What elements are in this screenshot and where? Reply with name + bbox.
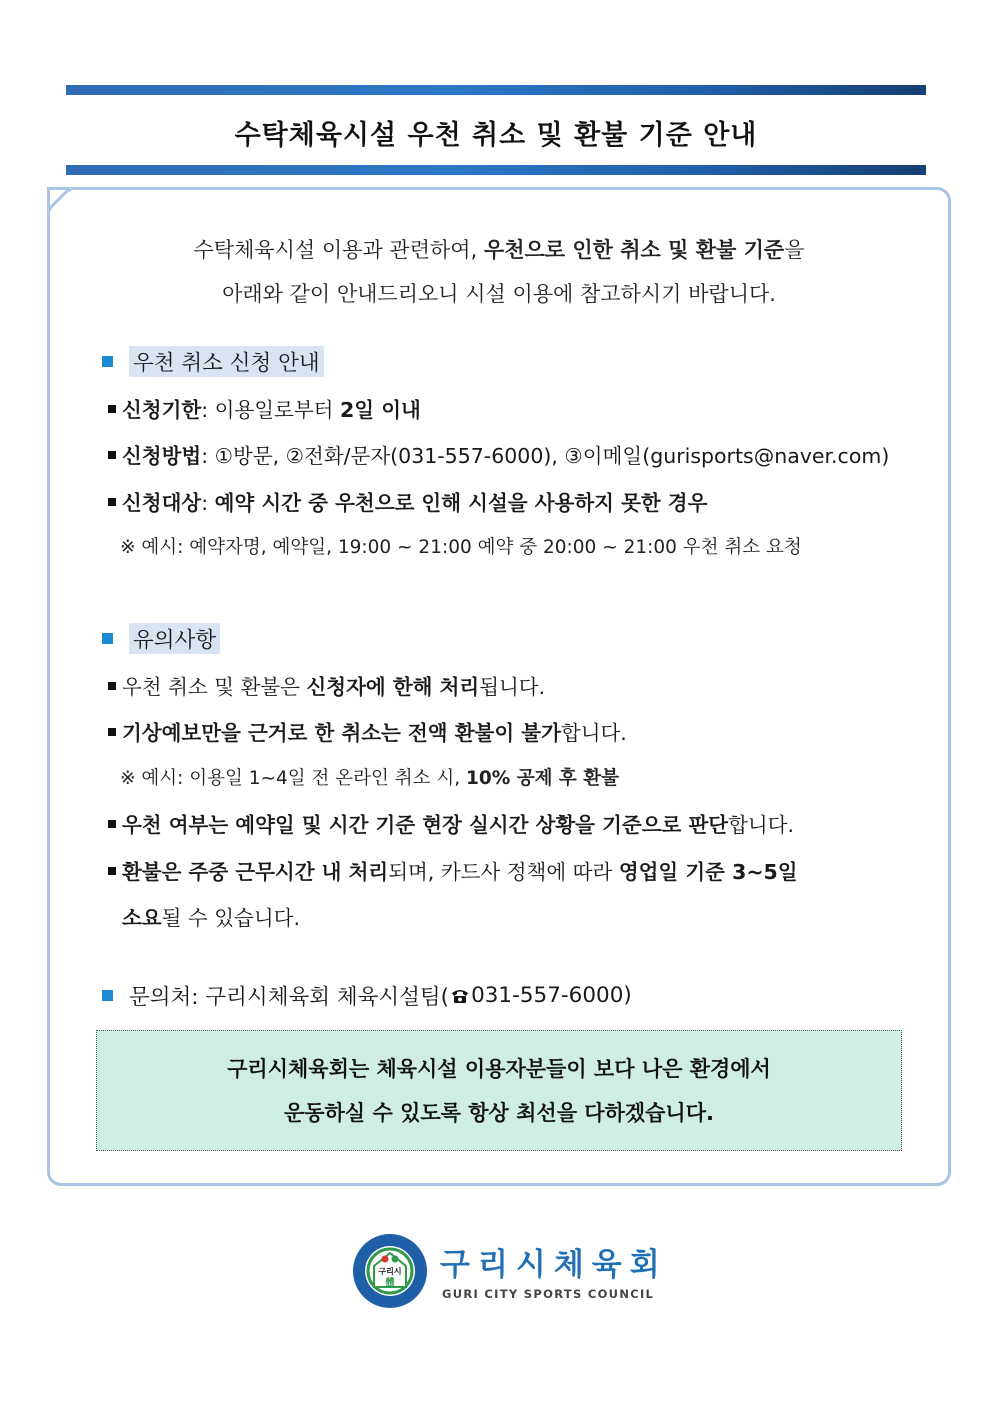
intro-text bbox=[50, 228, 948, 316]
deadline-text: : 이용일로부터 bbox=[201, 398, 340, 422]
logo-name: 구리시체육회 bbox=[440, 1247, 668, 1283]
closing-line-2: 운동하실 수 있도록 항상 최선을 다하겠습니다. bbox=[284, 1100, 714, 1125]
notice-panel bbox=[47, 187, 951, 1186]
note-4-bold-2: 영업일 기준 3~5일 bbox=[618, 860, 798, 884]
page-title: 수탁체육시설 우천 취소 및 환불 기준 안내 bbox=[234, 119, 758, 151]
note-3-bold: 우천 여부는 예약일 및 시간 기준 현장 실시간 상황을 기준으로 판단 bbox=[122, 813, 729, 837]
note-3-post: 합니다. bbox=[728, 813, 794, 837]
deadline-label: 신청기한 bbox=[122, 398, 202, 422]
bullet-icon bbox=[108, 498, 116, 506]
example-note-refund bbox=[120, 764, 619, 794]
note-4-cont-bold: 소요 bbox=[122, 906, 162, 930]
row-deadline bbox=[108, 395, 421, 425]
closing-line-1: 구리시체육회는 체육시설 이용자분들이 보다 나은 환경에서 bbox=[227, 1056, 771, 1081]
logo-english-name: GURI CITY SPORTS COUNCIL bbox=[442, 1287, 655, 1301]
section-heading-notes bbox=[102, 623, 220, 654]
example-refund-bold: 10% 공제 후 환불 bbox=[466, 768, 619, 789]
row-note-4-continued bbox=[122, 903, 300, 933]
intro-line-2: 아래와 같이 안내드리오니 시설 이용에 참고하시기 바랍니다. bbox=[222, 282, 776, 306]
row-target bbox=[108, 488, 707, 518]
note-2-post: 합니다. bbox=[560, 721, 627, 745]
closing-message-box bbox=[96, 1030, 902, 1151]
bullet-icon bbox=[108, 405, 116, 413]
row-method bbox=[108, 441, 889, 471]
intro-line-1 bbox=[50, 228, 948, 272]
guri-sports-council-logo bbox=[352, 1233, 668, 1313]
row-note-4 bbox=[108, 857, 798, 887]
target-sep: : bbox=[201, 491, 215, 515]
example-note-cancel: ※ 예시: 예약자명, 예약일, 19:00 ~ 21:00 예약 중 20:00 ~ 21:00 우천 취소 요청 bbox=[120, 537, 802, 558]
blue-square-icon bbox=[102, 633, 113, 644]
note-4-bold-1: 환불은 주중 근무시간 내 처리 bbox=[122, 860, 389, 884]
intro-suffix: 을 bbox=[784, 238, 805, 262]
contact-info bbox=[102, 980, 632, 1011]
row-note-1 bbox=[108, 672, 545, 702]
note-1-pre: 우천 취소 및 환불은 bbox=[122, 675, 307, 699]
row-note-3 bbox=[108, 810, 794, 840]
row-note-2 bbox=[108, 718, 627, 748]
blue-square-icon bbox=[102, 356, 113, 367]
blue-square-icon bbox=[102, 990, 113, 1001]
bottom-title-bar bbox=[66, 165, 926, 175]
intro-prefix: 수탁체육시설 이용과 관련하여, bbox=[193, 238, 484, 262]
intro-bold: 우천으로 인한 취소 및 환불 기준 bbox=[483, 238, 785, 262]
target-text: 예약 시간 중 우천으로 인해 시설을 사용하지 못한 경우 bbox=[214, 491, 708, 515]
bullet-icon bbox=[108, 820, 116, 828]
target-label: 신청대상 bbox=[122, 491, 202, 515]
contact-phone: 031-557-6000) bbox=[471, 983, 632, 1008]
bullet-icon bbox=[108, 867, 116, 875]
section-heading-label: 유의사항 bbox=[129, 623, 220, 654]
contact-text: 문의처: 구리시체육회 체육시설팀( bbox=[129, 985, 450, 1010]
folded-corner-icon bbox=[47, 187, 71, 211]
deadline-value: 2일 이내 bbox=[339, 398, 421, 422]
top-title-bar bbox=[66, 85, 926, 95]
bullet-icon bbox=[108, 728, 116, 736]
bullet-icon bbox=[108, 682, 116, 690]
method-text: : ①방문, ②전화/문자(031-557-6000), ③이메일(gurisports@naver.com) bbox=[201, 444, 890, 468]
note-4-mid: 되며, 카드사 정책에 따라 bbox=[388, 860, 619, 884]
example-refund-pre: ※ 예시: 이용일 1~4일 전 온라인 취소 시, bbox=[120, 768, 467, 789]
bullet-icon bbox=[108, 451, 116, 459]
note-4-cont-post: 될 수 있습니다. bbox=[161, 906, 300, 930]
section-heading-label: 우천 취소 신청 안내 bbox=[129, 346, 324, 377]
method-label: 신청방법 bbox=[122, 444, 202, 468]
note-2-bold: 기상예보만을 근거로 한 취소는 전액 환불이 불가 bbox=[122, 721, 561, 745]
council-emblem-icon bbox=[352, 1233, 428, 1309]
note-1-bold: 신청자에 한해 처리 bbox=[306, 675, 480, 699]
note-1-post: 됩니다. bbox=[479, 675, 546, 699]
section-heading-cancel bbox=[102, 346, 324, 377]
phone-icon bbox=[450, 988, 470, 1004]
emblem-text: 구리시 bbox=[378, 1267, 402, 1276]
emblem-char: 體 bbox=[385, 1278, 395, 1288]
